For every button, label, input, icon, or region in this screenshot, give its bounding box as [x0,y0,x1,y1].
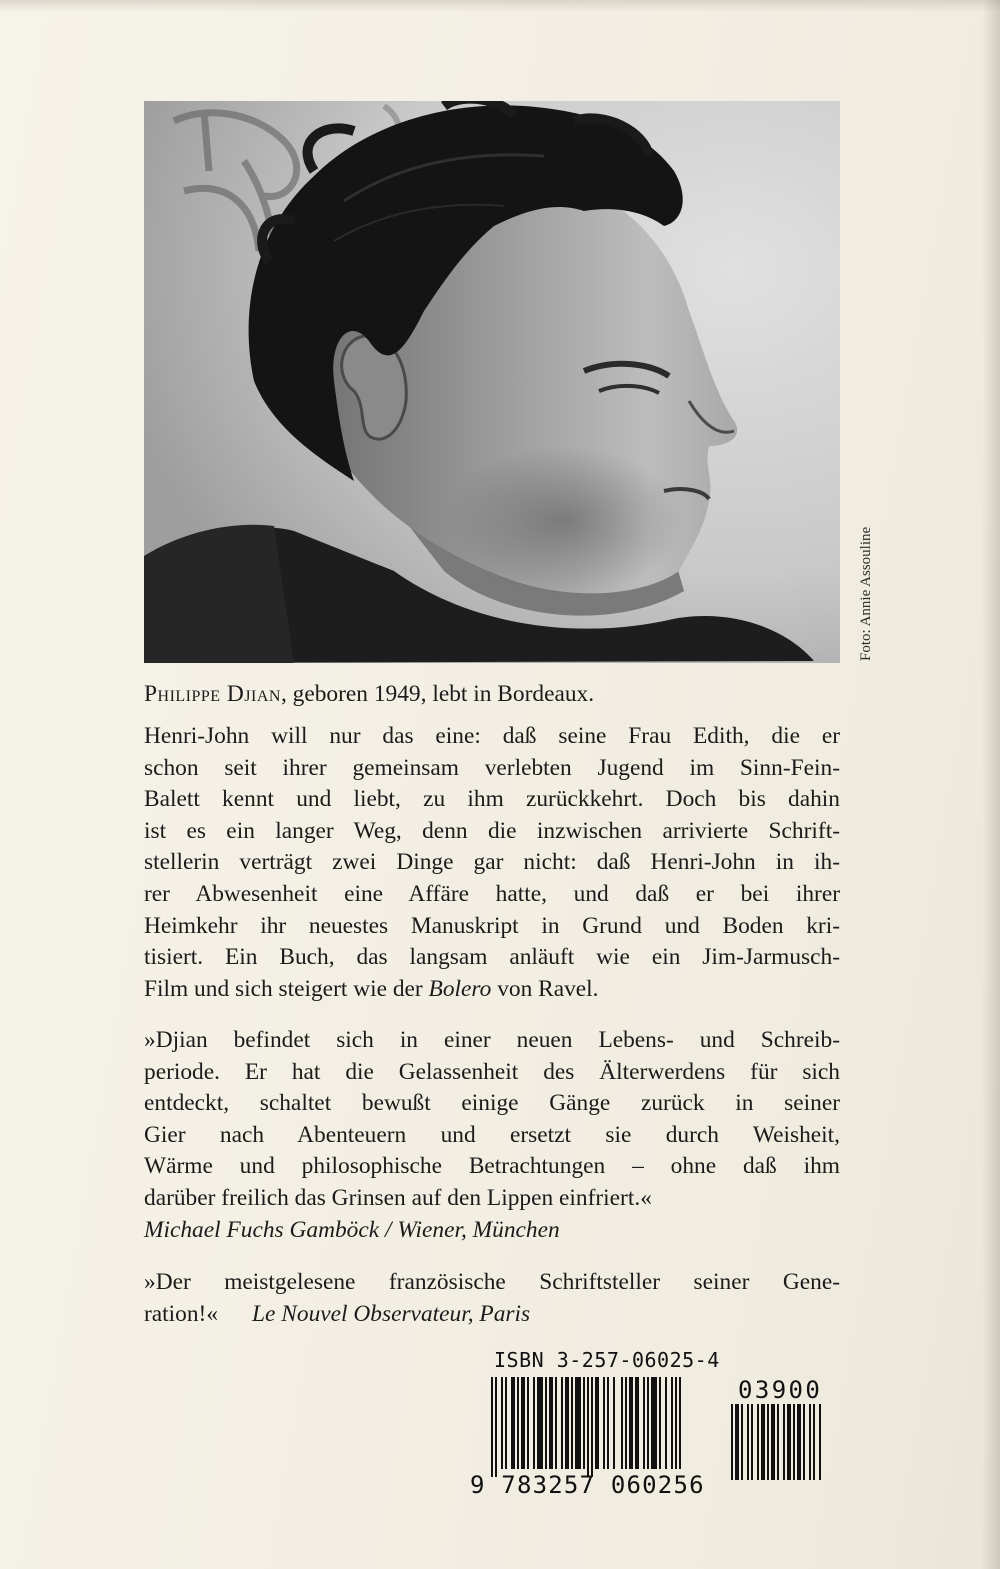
quote-line: »Djian befindet sich in einer neuen Lebens- und Schreib- [144,1027,840,1053]
barcode-bar [575,1377,581,1469]
barcode-bar [659,1377,661,1469]
barcode-bar [819,1404,821,1480]
barcode-bar [647,1377,649,1469]
review-quote-nouvel-observateur [144,1267,840,1330]
barcode-bar [813,1404,815,1480]
author-bio: , geboren 1949, lebt in Bordeaux. [280,681,595,707]
barcode-bar [803,1404,805,1480]
barcode-bar [555,1377,557,1469]
barcode-bar [635,1377,639,1469]
barcode-bar [521,1377,525,1469]
author-portrait-photo [144,101,840,663]
ean-barcode [491,1377,711,1481]
barcode-bar [591,1377,593,1477]
blurb-line: Heimkehr ihr neuestes Manuskript in Grund und Boden kri- [144,912,840,939]
barcode-bar [505,1377,507,1469]
barcode-bar [771,1404,775,1480]
barcode-bar [751,1404,753,1480]
barcode-bar [767,1404,769,1480]
bolero-title: Bolero [428,975,492,1002]
barcode-bar [671,1377,673,1469]
barcode-bar [607,1377,609,1469]
barcode-bar [809,1404,811,1480]
blurb-line: stellerin verträgt zwei Dinge gar nicht: daß Henri-John in ih- [144,849,840,876]
barcode-bar [777,1404,779,1480]
quote-line: Wärme und philosophische Betrachtungen – ohne daß ihm [144,1153,840,1180]
quote-line: Gier nach Abenteuern und ersetzt sie durch Weisheit, [144,1121,840,1148]
barcode-bar [511,1377,515,1469]
blurb-paragraph [144,721,840,1005]
blurb-last-text-after: von Ravel. [491,975,599,1002]
barcode-bar [621,1377,623,1469]
barcode-bar [613,1377,615,1469]
barcode-bar [537,1377,543,1469]
barcode-bar [533,1377,535,1469]
author-caption [144,679,840,711]
barcode-bar [595,1377,599,1469]
barcode-bar [501,1377,503,1469]
ean-digits: 9 783257 060256 [470,1471,705,1499]
barcode-bar [793,1404,795,1480]
barcode-bar [625,1377,627,1469]
quote-line: entdeckt, schaltet bewußt einige Gänge zurück in seiner [144,1090,840,1117]
barcode-bar [757,1404,759,1480]
barcode-bar [491,1377,493,1477]
barcode-bar [651,1377,657,1469]
quote-line: periode. Er hat die Gelassenheit des Älterwerdens für sich [144,1058,840,1085]
quote-source: Michael Fuchs Gamböck / Wiener, München [144,1216,560,1243]
barcode-bar [735,1404,739,1480]
author-portrait-illustration [144,101,840,663]
barcode-bar [549,1377,553,1469]
barcode-bar [679,1377,681,1469]
barcode-bar [797,1404,801,1480]
barcode-bar [731,1404,733,1480]
blurb-line: Balett kennt und liebt, zu ihm zurückkehrt. Doch bis dahin [144,786,840,813]
quote-line: »Der meistgelesene französische Schriftsteller seiner Gene- [144,1269,840,1295]
blurb-line: schon seit ihrer gemeinsam verlebten Jugend im Sinn-Fein- [144,754,840,781]
isbn-number: ISBN 3-257-06025-4 [494,1348,720,1372]
blurb-last-text-before: Film und sich steigert wie der [144,975,429,1002]
barcode-bar [561,1377,563,1469]
barcode-bar [545,1377,547,1469]
barcode-bar [665,1377,667,1469]
price-addon-digits: 03900 [738,1376,823,1404]
barcode-bar [517,1377,519,1469]
price-addon-barcode [731,1404,839,1480]
cover-right-edge-shadow [982,0,1000,1569]
barcode-bar [571,1377,573,1469]
barcode-bar [747,1404,749,1480]
quote-line: darüber freilich das Grinsen auf den Lippen einfriert.« [144,1184,652,1211]
barcode-bar [675,1377,677,1469]
barcode-bar [565,1377,569,1469]
quote-line-with-source [144,1299,840,1331]
barcode-bar [629,1377,633,1469]
blurb-line: rer Abwesenheit eine Affäre hatte, und daß er bei ihrer [144,880,840,907]
blurb-last-line [144,974,840,1006]
quote-source: Le Nouvel Observateur, Paris [252,1300,531,1327]
barcode-bar [527,1377,529,1469]
quote-end: ration!« [144,1300,219,1327]
photo-credit: Foto: Annie Assouline [858,526,874,661]
barcode-bar [603,1377,605,1469]
blurb-line: Henri-John will nur das eine: daß seine Frau Edith, die er [144,723,840,749]
blurb-line: ist es ein langer Weg, denn die inzwischen arrivierte Schrift- [144,817,840,844]
barcode-bar [587,1377,589,1477]
cover-top-edge-shadow [0,0,1000,12]
review-quote-wiener [144,1025,840,1246]
barcode-bar [495,1377,497,1477]
blurb-line: tisiert. Ein Buch, das langsam anläuft wie ein Jim-Jarmusch- [144,944,840,971]
barcode-bar [583,1377,585,1469]
barcode-bar [643,1377,645,1469]
barcode-bar [741,1404,743,1480]
author-name: Philippe Djian [144,681,281,707]
barcode-bar [783,1404,785,1480]
barcode-bar [761,1404,765,1480]
barcode-bar [787,1404,791,1480]
